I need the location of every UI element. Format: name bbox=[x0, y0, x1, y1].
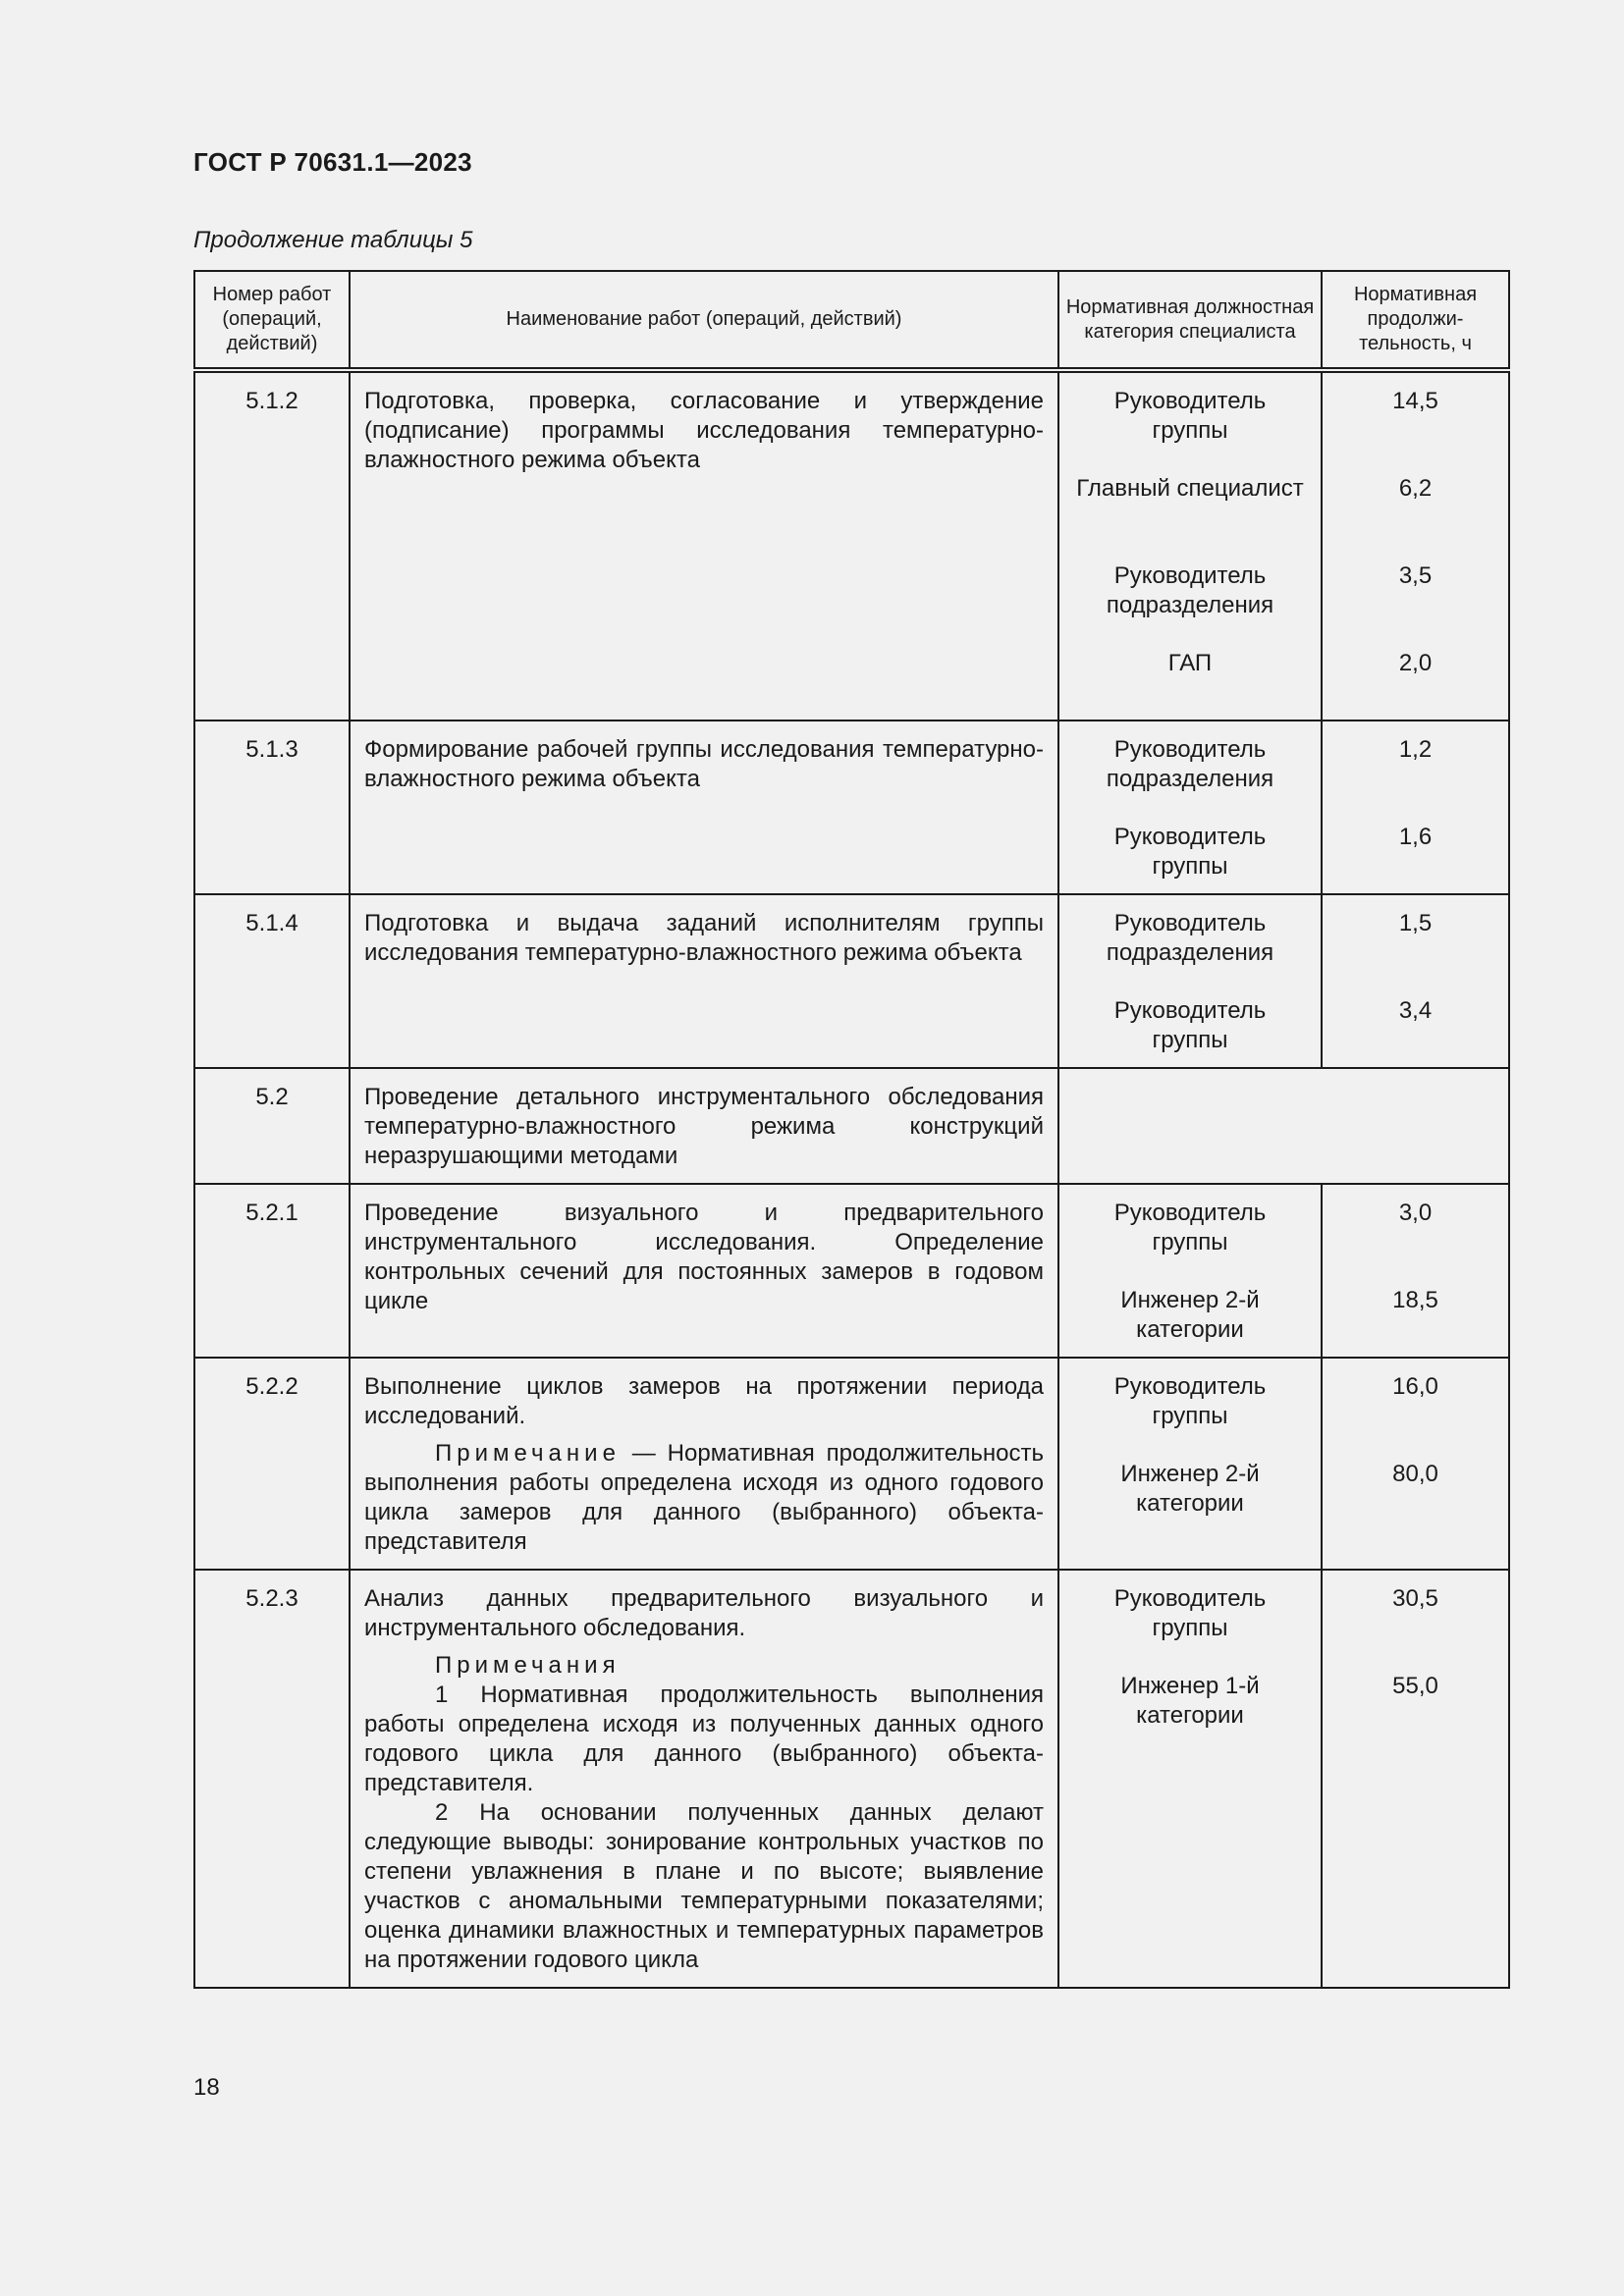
duration-item: 6,2 bbox=[1398, 475, 1433, 502]
duration-item: 30,5 bbox=[1392, 1585, 1438, 1612]
table-row bbox=[194, 894, 1509, 1068]
duration-item: 16,0 bbox=[1392, 1373, 1438, 1400]
category-item: Руководитель подразделения bbox=[1106, 736, 1274, 792]
work-categories bbox=[1058, 1358, 1322, 1570]
work-durations bbox=[1322, 1358, 1509, 1570]
work-durations bbox=[1322, 894, 1509, 1068]
work-name: Проведение детального инструментального обследования температурно-влажностного режима конструкций неразрушающими методами bbox=[350, 1068, 1058, 1184]
work-name bbox=[350, 1358, 1058, 1570]
category-item: ГАП bbox=[1167, 650, 1213, 676]
work-number: 5.1.3 bbox=[194, 721, 350, 894]
work-name: Подготовка, проверка, согласование и утверждение (подписание) программы исследования температурно-влажностного режима объекта bbox=[350, 370, 1058, 721]
category-item: Руководитель группы bbox=[1113, 1200, 1267, 1255]
category-item: Инженер 1-й категории bbox=[1120, 1673, 1260, 1729]
category-item: Руководитель подразделения bbox=[1106, 562, 1274, 618]
table-row bbox=[194, 370, 1509, 721]
duration-item: 1,5 bbox=[1398, 910, 1433, 936]
category-item: Руководитель группы bbox=[1113, 388, 1267, 444]
work-name-text: Анализ данных предварительного визуального и инструментального обследования. bbox=[364, 1585, 1044, 1641]
duration-item: 3,0 bbox=[1398, 1200, 1433, 1226]
duration-item: 1,6 bbox=[1398, 824, 1433, 850]
notes-heading: Примечания bbox=[435, 1652, 621, 1679]
note-text: — Нормативная продолжительность выполнения работы определена исходя из одного годового цикла замеров для данного (выбранного) объекта-представителя bbox=[364, 1440, 1044, 1555]
header-name: Наименование работ (операций, действий) bbox=[350, 271, 1058, 370]
work-categories bbox=[1058, 1570, 1322, 1988]
table-row bbox=[194, 1358, 1509, 1570]
category-item: Главный специалист bbox=[1076, 475, 1304, 502]
note-item: 2 На основании полученных данных делают следующие выводы: зонирование контрольных участков по степени увлажнения в плане и по высоте; выявление участков с аномальными температурными показателями; оценка динамики влажностных и температурных параметров на протяжении годового цикла bbox=[364, 1799, 1044, 1973]
duration-item: 2,0 bbox=[1398, 650, 1433, 676]
work-number: 5.2.2 bbox=[194, 1358, 350, 1570]
category-item: Инженер 2-й категории bbox=[1120, 1287, 1260, 1343]
note-item: 1 Нормативная продолжительность выполнения работы определена исходя из полученных данных одного годового цикла для данного (выбранного) объекта-представителя. bbox=[364, 1682, 1044, 1796]
work-categories bbox=[1058, 370, 1322, 721]
work-durations bbox=[1322, 721, 1509, 894]
work-note bbox=[364, 1439, 1044, 1557]
work-name-text: Выполнение циклов замеров на протяжении периода исследований. bbox=[364, 1373, 1044, 1429]
page-number: 18 bbox=[193, 2074, 220, 2101]
category-item: Руководитель группы bbox=[1113, 1373, 1267, 1429]
work-number: 5.1.2 bbox=[194, 370, 350, 721]
table-row bbox=[194, 1184, 1509, 1358]
duration-item: 55,0 bbox=[1392, 1673, 1438, 1699]
duration-item: 3,5 bbox=[1398, 562, 1433, 589]
duration-item: 18,5 bbox=[1392, 1287, 1438, 1313]
duration-item: 3,4 bbox=[1398, 997, 1433, 1024]
work-categories bbox=[1058, 721, 1322, 894]
table-row bbox=[194, 721, 1509, 894]
header-duration: Нормативная продолжительность, ч bbox=[1322, 271, 1509, 370]
table-row bbox=[194, 1570, 1509, 1988]
work-categories bbox=[1058, 894, 1322, 1068]
note-label: Примечание bbox=[435, 1440, 621, 1467]
empty-cell bbox=[1058, 1068, 1509, 1184]
category-item: Инженер 2-й категории bbox=[1120, 1461, 1260, 1517]
category-item: Руководитель группы bbox=[1113, 1585, 1267, 1641]
duration-item: 1,2 bbox=[1398, 736, 1433, 763]
work-name bbox=[350, 1570, 1058, 1988]
work-name: Проведение визуального и предварительного инструментального исследования. Определение контрольных сечений для постоянных замеров в годовом цикле bbox=[350, 1184, 1058, 1358]
category-item: Руководитель группы bbox=[1113, 997, 1267, 1053]
header-category: Нормативная должностная категория специалиста bbox=[1058, 271, 1322, 370]
work-number: 5.2.1 bbox=[194, 1184, 350, 1358]
work-durations bbox=[1322, 1570, 1509, 1988]
work-name: Подготовка и выдача заданий исполнителям группы исследования температурно-влажностного режима объекта bbox=[350, 894, 1058, 1068]
works-table bbox=[193, 270, 1510, 1989]
work-categories bbox=[1058, 1184, 1322, 1358]
table-caption: Продолжение таблицы 5 bbox=[193, 227, 473, 253]
category-item: Руководитель подразделения bbox=[1106, 910, 1274, 966]
duration-item: 80,0 bbox=[1392, 1461, 1438, 1487]
work-name: Формирование рабочей группы исследования температурно-влажностного режима объекта bbox=[350, 721, 1058, 894]
category-item: Руководитель группы bbox=[1113, 824, 1267, 880]
work-number: 5.2.3 bbox=[194, 1570, 350, 1988]
work-durations bbox=[1322, 1184, 1509, 1358]
header-number: Номер работ (операций, действий) bbox=[194, 271, 350, 370]
duration-item: 14,5 bbox=[1392, 388, 1438, 414]
table-row bbox=[194, 1068, 1509, 1184]
document-code: ГОСТ Р 70631.1—2023 bbox=[193, 147, 472, 177]
work-durations bbox=[1322, 370, 1509, 721]
work-number: 5.2 bbox=[194, 1068, 350, 1184]
work-number: 5.1.4 bbox=[194, 894, 350, 1068]
table-header-row bbox=[194, 271, 1509, 370]
